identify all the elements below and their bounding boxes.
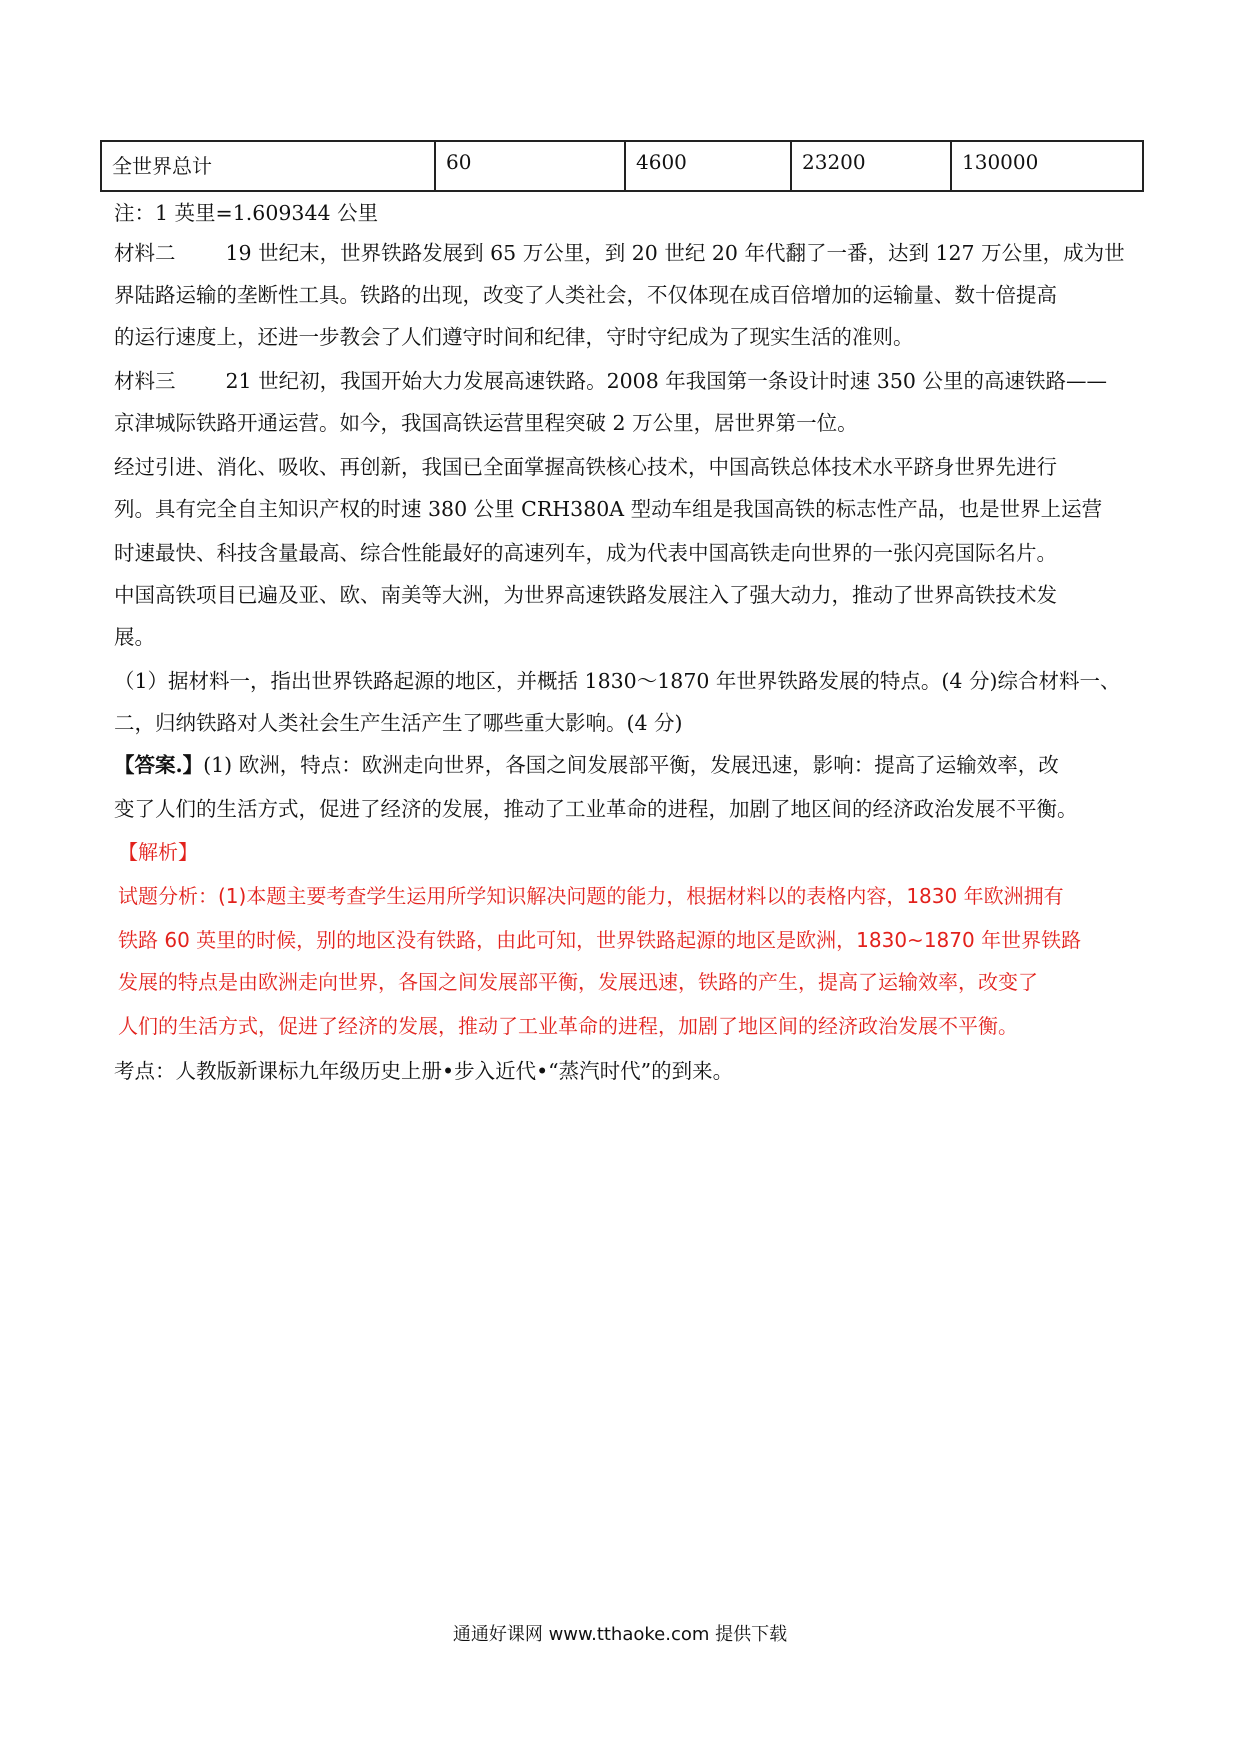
material3-line [114,364,1107,394]
material2-text: 19 世纪末，世界铁路发展到 65 万公里，到 20 世纪 20 年代翻了一番，达到 127 万公里，成为世 [225,241,1125,265]
table-cell: 60 [435,141,625,191]
material3-line: 京津城际铁路开通运营。如今，我国高铁运营里程突破 2 万公里，居世界第一位。 [114,411,858,435]
material2-line [114,236,1125,266]
material3-line: 列。具有完全自主知识产权的时速 380 公里 CRH380A 型动车组是我国高铁的标志性产品，也是世界上运营 [114,497,1103,521]
railway-data-table [100,140,1144,192]
analysis-line: 铁路 60 英里的时候，别的地区没有铁路，由此可知，世界铁路起源的地区是欧洲，1830~1870 年世界铁路 [118,928,1082,952]
material2-line: 的运行速度上，还进一步教会了人们遵守时间和纪律，守时守纪成为了现实生活的准则。 [114,325,914,349]
table-cell: 4600 [625,141,791,191]
question-line: （1）据材料一，指出世界铁路起源的地区，并概括 1830～1870 年世界铁路发展的特点。(4 分)综合材料一、 [114,669,1121,693]
kaodian-line: 考点：人教版新课标九年级历史上册•步入近代•“蒸汽时代”的到来。 [114,1059,734,1083]
material2-label: 材料二 [114,241,176,265]
answer-label: 【答案.】 [114,753,204,777]
analysis-line: 试题分析：(1)本题主要考查学生运用所学知识解决问题的能力，根据材料以的表格内容，1830 年欧洲拥有 [118,884,1064,908]
table-cell: 23200 [791,141,951,191]
material3-line: 经过引进、消化、吸收、再创新，我国已全面掌握高铁核心技术，中国高铁总体技术水平跻身世界先进行 [114,455,1057,479]
table-row [101,141,1143,191]
material3-line: 中国高铁项目已遍及亚、欧、南美等大洲，为世界高速铁路发展注入了强大动力，推动了世界高铁技术发 [114,583,1057,607]
analysis-heading: 【解析】 [118,840,198,864]
table-cell: 全世界总计 [101,141,435,191]
unit-note: 注：1 英里=1.609344 公里 [114,201,379,225]
material3-label: 材料三 [114,369,176,393]
answer-line [114,748,1059,778]
material3-line: 时速最快、科技含量最高、综合性能最好的高速列车，成为代表中国高铁走向世界的一张闪亮国际名片。 [114,541,1057,565]
page-footer: 通通好课网 www.tthaoke.com 提供下载 [452,1624,788,1645]
analysis-line: 人们的生活方式，促进了经济的发展，推动了工业革命的进程，加剧了地区间的经济政治发展不平衡。 [118,1014,1018,1038]
table-cell: 130000 [951,141,1143,191]
analysis-line: 发展的特点是由欧洲走向世界，各国之间发展部平衡，发展迅速，铁路的产生，提高了运输效率，改变了 [118,970,1038,994]
material3-text: 21 世纪初，我国开始大力发展高速铁路。2008 年我国第一条设计时速 350 公里的高速铁路—— [225,369,1107,393]
material3-line: 展。 [114,625,155,649]
answer-line: 变了人们的生活方式，促进了经济的发展，推动了工业革命的进程，加剧了地区间的经济政治发展不平衡。 [114,797,1078,821]
question-line: 二，归纳铁路对人类社会生产生活产生了哪些重大影响。(4 分) [114,711,683,735]
answer-text: (1) 欧洲，特点：欧洲走向世界，各国之间发展部平衡，发展迅速，影响：提高了运输效率，改 [203,753,1059,777]
material2-line: 界陆路运输的垄断性工具。铁路的出现，改变了人类社会，不仅体现在成百倍增加的运输量、数十倍提高 [114,283,1057,307]
